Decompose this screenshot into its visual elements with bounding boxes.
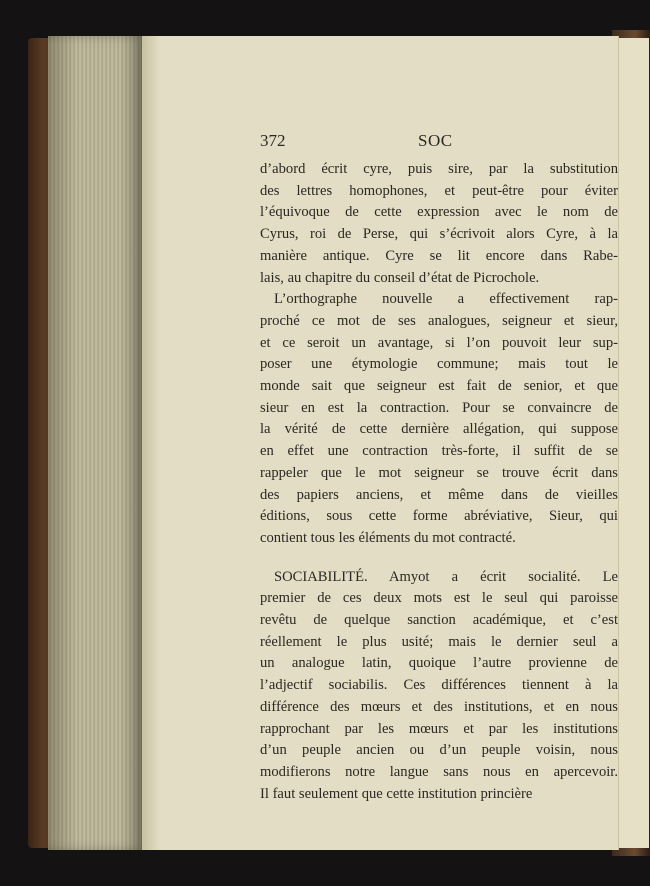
text-line: la vérité de cette dernière allégation, qui suppose xyxy=(260,421,618,438)
text-line: un analogue latin, quoique l’autre provienne de xyxy=(260,655,618,672)
page-number: 372 xyxy=(260,131,286,150)
text-line: SOCIABILITÉ. Amyot a écrit socialité. Le xyxy=(274,568,618,585)
page-header xyxy=(260,131,616,155)
text-line: rappeler que le mot seigneur se trouve écrit dans xyxy=(260,464,618,481)
paragraph-2 xyxy=(260,289,618,549)
text-line: revêtu de quelque sanction académique, et c’est xyxy=(260,612,618,629)
text-line: monde sait que seigneur est fait de senior, et que xyxy=(260,378,618,395)
text-line: d’un peuple ancien ou d’un peuple voisin, nous xyxy=(260,742,618,759)
text-line: lais, au chapitre du conseil d’état de Picrochole. xyxy=(260,269,540,286)
text-line: réellement le plus usité; mais le dernier seul a xyxy=(260,633,618,650)
text-line: et ce seroit un avantage, si l’on pouvoit leur sup- xyxy=(260,334,618,351)
paragraph-spacer xyxy=(260,550,618,567)
text-line: proché ce mot de ses analogues, seigneur et sieur, xyxy=(260,312,618,329)
text-line: des papiers anciens, et même dans de vieilles xyxy=(260,486,618,503)
text-line: modifierons notre langue sans nous en apercevoir. xyxy=(260,763,618,780)
text-line: rapprochant par les mœurs et par les institutions xyxy=(260,720,618,737)
text-line: contient tous les éléments du mot contracté. xyxy=(260,529,516,546)
paragraph-1 xyxy=(260,159,618,289)
text-line: Cyrus, roi de Perse, qui s’écrivoit alors Cyre, à la xyxy=(260,226,618,243)
text-line: l’équivoque de cette expression avec le nom de xyxy=(260,204,618,221)
text-line: Il faut seulement que cette institution princière xyxy=(260,785,533,802)
text-line: différence des mœurs et des institutions, et en nous xyxy=(260,698,618,715)
text-line: L’orthographe nouvelle a effectivement rap- xyxy=(274,291,618,308)
text-line: éditions, sous cette forme abréviative, Sieur, qui xyxy=(260,508,618,525)
text-line: d’abord écrit cyre, puis sire, par la substitution xyxy=(260,161,618,177)
running-title: SOC xyxy=(418,131,453,150)
text-line: en effet une contraction très-forte, il suffit de se xyxy=(260,443,618,460)
facing-page-edge xyxy=(618,38,649,848)
text-line: premier de ces deux mots est le seul qui paroisse xyxy=(260,590,618,607)
page-edges xyxy=(48,36,144,850)
paragraph-3-sociabilite xyxy=(260,567,618,806)
text-line: sieur en est la contraction. Pour se convaincre de xyxy=(260,399,618,416)
text-line: poser une étymologie commune; mais tout le xyxy=(260,356,618,373)
page-body xyxy=(260,159,618,805)
text-line: des lettres homophones, et peut-être pour éviter xyxy=(260,182,618,199)
text-line: l’adjectif sociabilis. Ces différences tiennent à la xyxy=(260,677,618,694)
book-page xyxy=(142,36,619,850)
text-line: manière antique. Cyre se lit encore dans Rabe- xyxy=(260,247,618,264)
